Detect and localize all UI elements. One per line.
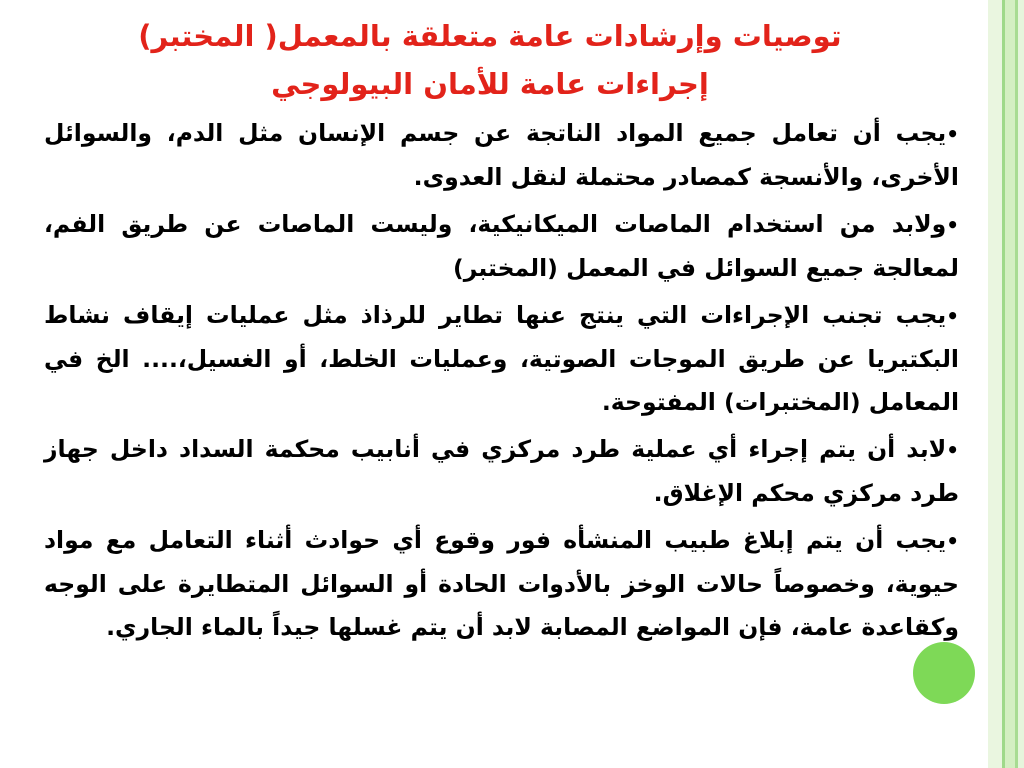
bullet-dot: • [946,213,959,237]
bullet-dot: • [946,529,959,553]
bullet-text: يجب تجنب الإجراءات التي ينتج عنها تطاير للرذاذ مثل عمليات إيقاف نشاط البكتيريا عن طريق الموجات الصوتية، وعمليات الخلط، أو الغسيل،.... الخ في المعامل (المختبرات) المفتوحة. [44,301,959,416]
slide-title [60,12,920,108]
title-line-1: توصيات وإرشادات عامة متعلقة بالمعمل( المختبر) [138,19,842,53]
bullet-dot: • [946,304,959,328]
bullet-item [44,519,959,649]
bullet-item [44,428,959,515]
bullet-item [44,203,959,290]
bullet-text: يجب أن يتم إبلاغ طبيب المنشأه فور وقوع أي حوادث أثناء التعامل مع مواد حيوية، وخصوصاً حالات الوخز بالأدوات الحادة أو السوائل المتطايرة على الوجه وكقاعدة عامة، فإن المواضع المصابة لابد أن يتم غسلها جيداً بالماء الجاري. [44,526,959,641]
right-border-stripes [988,0,1024,768]
title-line-2: إجراءات عامة للأمان البيولوجي [271,67,709,101]
bullet-text: لابد أن يتم إجراء أي عملية طرد مركزي في أنابيب محكمة السداد داخل جهاز طرد مركزي محكم الإغلاق. [44,435,959,507]
decorative-circle [913,642,975,704]
stripe [1005,0,1015,768]
bullet-item [44,294,959,424]
bullet-dot: • [946,122,959,146]
stripe [1018,0,1024,768]
bullet-text: ولابد من استخدام الماصات الميكانيكية، وليست الماصات عن طريق الفم، لمعالجة جميع السوائل في المعمل (المختبر) [44,210,959,282]
stripe [988,0,1002,768]
bullet-text: يجب أن تعامل جميع المواد الناتجة عن جسم الإنسان مثل الدم، والسوائل الأخرى، والأنسجة كمصادر محتملة لنقل العدوى. [44,119,959,191]
bullet-dot: • [946,438,959,462]
bullet-list [44,112,959,653]
bullet-item [44,112,959,199]
